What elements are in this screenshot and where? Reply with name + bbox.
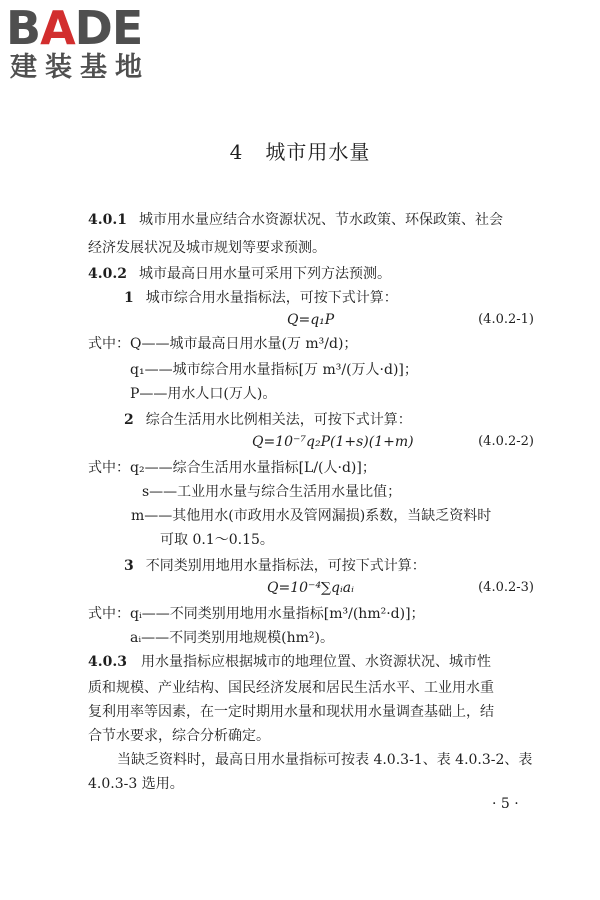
clause-text: 质和规模、产业结构、国民经济发展和居民生活水平、工业用水重 (88, 680, 494, 696)
clause-number: 4.0.3 (88, 654, 127, 670)
symbol-definition: m——其他用水(市政用水及管网漏损)系数，当缺乏资料时 (131, 508, 492, 524)
equation-number: (4.0.2-2) (478, 434, 534, 449)
logo-chinese-name: 建装基地 (10, 52, 150, 83)
equation-number: (4.0.2-3) (478, 580, 534, 595)
method-1: 1 城市综合用水量指标法，可按下式计算： (124, 290, 398, 306)
symbol-definition: s——工业用水量与综合生活用水量比值； (142, 484, 402, 500)
formula-4-0-2-3: Q=10⁻⁴∑qᵢaᵢ (267, 580, 354, 596)
clause-text: 4.0.3-3 选用。 (88, 776, 184, 792)
clause-4-0-1: 4.0.1 城市用水量应结合水资源状况、节水政策、环保政策、社会 (88, 212, 503, 228)
symbol-definition: q₁——城市综合用水量指标[万 m³/(万人·d)]； (130, 362, 418, 378)
method-3: 3 不同类别用地用水量指标法，可按下式计算： (124, 558, 426, 574)
symbol-definition: 可取 0.1～0.15。 (160, 532, 274, 548)
chapter-number: 4 (229, 140, 244, 164)
logo (6, 1, 176, 84)
formula-4-0-2-1: Q=q₁P (287, 312, 335, 328)
clause-4-0-1-cont: 经济发展状况及城市规划等要求预测。 (88, 240, 326, 256)
equation-number: (4.0.2-1) (478, 312, 534, 327)
symbol-definition: aᵢ——不同类别用地规模(hm²)。 (130, 630, 334, 646)
formula-4-0-2-2: Q=10⁻⁷q₂P(1+s)(1+m) (252, 434, 414, 450)
clause-number: 4.0.2 (88, 266, 127, 282)
clause-text: 当缺乏资料时，最高日用水量指标可按表 4.0.3-1、表 4.0.3-2、表 (117, 752, 533, 768)
chapter-heading (0, 136, 600, 165)
symbol-definition: 式中：q₂——综合生活用水量指标[L/(人·d)]； (88, 460, 376, 476)
clause-text: 复利用率等因素，在一定时期用水量和现状用水量调查基础上，结 (88, 704, 494, 720)
clause-4-0-3: 4.0.3 用水量指标应根据城市的地理位置、水资源状况、城市性 (88, 654, 491, 670)
chapter-title: 城市用水量 (265, 140, 371, 164)
logo-wordmark: BADE (6, 1, 143, 55)
symbol-definition: P——用水人口(万人)。 (130, 386, 277, 402)
symbol-definition: 式中：Q——城市最高日用水量(万 m³/d)； (88, 336, 358, 352)
symbol-definition: 式中：qᵢ——不同类别用地用水量指标[m³/(hm²·d)]； (88, 606, 425, 622)
clause-number: 4.0.1 (88, 212, 127, 228)
page-number: · 5 · (492, 796, 519, 812)
method-2: 2 综合生活用水比例相关法，可按下式计算： (124, 412, 412, 428)
clause-4-0-2: 4.0.2 城市最高日用水量可采用下列方法预测。 (88, 266, 391, 282)
clause-text: 合节水要求，综合分析确定。 (88, 728, 270, 744)
